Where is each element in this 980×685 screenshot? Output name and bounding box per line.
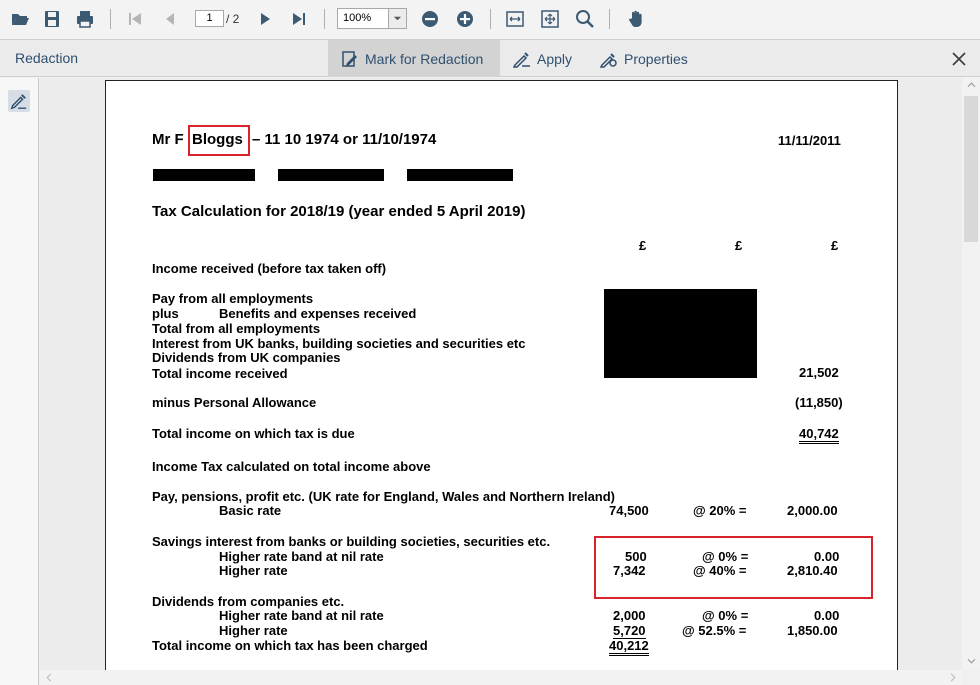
savings-nil-tax: 0.00 bbox=[814, 549, 840, 564]
vertical-scrollbar[interactable] bbox=[962, 78, 980, 670]
savings-higher-label: Higher rate bbox=[219, 563, 288, 578]
properties-label: Properties bbox=[624, 50, 688, 67]
div-higher-percent: @ 52.5% = bbox=[682, 623, 747, 638]
mark-for-redaction-label: Mark for Redaction bbox=[365, 50, 484, 67]
properties-icon bbox=[600, 50, 618, 68]
total-income-value: 21,502 bbox=[799, 365, 839, 380]
main-toolbar bbox=[0, 0, 980, 40]
apply-redaction-icon bbox=[513, 50, 531, 68]
div-nil-amount: 2,000 bbox=[613, 608, 646, 623]
div-nil-label: Higher rate band at nil rate bbox=[219, 608, 384, 623]
redaction-mark-box[interactable] bbox=[594, 536, 873, 599]
total-income-label: Total income received bbox=[152, 366, 288, 381]
redaction-toolbar bbox=[0, 40, 980, 77]
scroll-down-icon[interactable] bbox=[967, 656, 976, 667]
redaction-mark-box[interactable] bbox=[188, 125, 250, 156]
document-viewport[interactable] bbox=[40, 78, 962, 670]
chevron-down-icon[interactable] bbox=[388, 9, 406, 28]
div-higher-amount: 5,720 bbox=[613, 623, 646, 638]
minus-pa-label: minus Personal Allowance bbox=[152, 395, 317, 410]
div-nil-tax: 0.00 bbox=[814, 608, 840, 623]
redacted-block bbox=[278, 169, 384, 181]
zoom-in-icon[interactable] bbox=[453, 8, 477, 30]
apply-button[interactable] bbox=[513, 40, 572, 77]
savings-nil-percent: @ 0% = bbox=[702, 549, 749, 564]
div-higher-label: Higher rate bbox=[219, 623, 288, 638]
scroll-left-icon[interactable] bbox=[46, 673, 52, 685]
dividends-uk-label: Dividends from UK companies bbox=[152, 350, 341, 365]
horizontal-scrollbar[interactable] bbox=[40, 670, 962, 685]
last-page-icon[interactable] bbox=[287, 8, 311, 30]
benefits-label: Benefits and expenses received bbox=[219, 306, 417, 321]
basic-rate-amount: 74,500 bbox=[609, 503, 649, 518]
document-date: 11/11/2011 bbox=[778, 133, 841, 148]
interest-label: Interest from UK banks, building societies and securities etc bbox=[152, 336, 526, 351]
currency-header: £ bbox=[735, 238, 743, 253]
zoom-value: 100% bbox=[343, 12, 372, 24]
pay-employments-label: Pay from all employments bbox=[152, 291, 314, 306]
document-page bbox=[105, 80, 898, 670]
savings-label: Savings interest from banks or building societies, securities etc. bbox=[152, 534, 551, 549]
open-folder-icon[interactable] bbox=[8, 8, 32, 30]
basic-rate-tax: 2,000.00 bbox=[787, 503, 838, 518]
currency-header: £ bbox=[639, 238, 647, 253]
taxpayer-surname: Bloggs bbox=[192, 131, 243, 148]
basic-rate-label: Basic rate bbox=[219, 503, 282, 518]
close-icon[interactable] bbox=[949, 49, 969, 69]
pay-pensions-label: Pay, pensions, profit etc. (UK rate for England, Wales and Northern Ireland) bbox=[152, 489, 616, 504]
basic-rate-percent: @ 20% = bbox=[693, 503, 747, 518]
page-number-input[interactable]: 1 bbox=[195, 10, 224, 27]
scroll-right-icon[interactable] bbox=[950, 673, 956, 685]
previous-page-icon[interactable] bbox=[158, 8, 182, 30]
tax-calc-heading: Tax Calculation for 2018/19 (year ended 5 April 2019) bbox=[152, 203, 526, 220]
redacted-block bbox=[407, 169, 513, 181]
redaction-title: Redaction bbox=[15, 50, 79, 66]
toolbar-divider bbox=[609, 9, 610, 29]
savings-nil-label: Higher rate band at nil rate bbox=[219, 549, 384, 564]
mark-redaction-icon bbox=[341, 50, 359, 68]
toolbar-divider bbox=[110, 9, 111, 29]
toolbar-divider bbox=[490, 9, 491, 29]
redacted-block bbox=[153, 169, 255, 181]
total-charged-label: Total income on which tax has been charged bbox=[152, 638, 428, 653]
div-higher-tax: 1,850.00 bbox=[787, 623, 838, 638]
total-taxable-label: Total income on which tax is due bbox=[152, 426, 355, 441]
redact-pen-icon[interactable] bbox=[8, 90, 30, 112]
savings-higher-tax: 2,810.40 bbox=[787, 563, 838, 578]
plus-label: plus bbox=[152, 306, 179, 321]
apply-label: Apply bbox=[537, 50, 573, 67]
first-page-icon[interactable] bbox=[123, 8, 147, 30]
div-nil-percent: @ 0% = bbox=[702, 608, 749, 623]
save-icon[interactable] bbox=[40, 8, 64, 30]
scrollbar-thumb[interactable] bbox=[964, 96, 978, 242]
savings-higher-amount: 7,342 bbox=[613, 563, 646, 578]
left-tool-panel bbox=[0, 78, 39, 685]
dividends-companies-label: Dividends from companies etc. bbox=[152, 594, 345, 609]
currency-header: £ bbox=[831, 238, 839, 253]
savings-higher-percent: @ 40% = bbox=[693, 563, 747, 578]
total-taxable-value: 40,742 bbox=[799, 426, 839, 444]
fit-page-icon[interactable] bbox=[538, 8, 562, 30]
page-total-label: / 2 bbox=[226, 12, 240, 26]
zoom-out-icon[interactable] bbox=[418, 8, 442, 30]
redacted-block bbox=[604, 289, 757, 378]
next-page-icon[interactable] bbox=[253, 8, 277, 30]
total-employments-label: Total from all employments bbox=[152, 321, 321, 336]
minus-pa-value: (11,850) bbox=[795, 395, 843, 410]
search-icon[interactable] bbox=[573, 8, 597, 30]
toolbar-divider bbox=[324, 9, 325, 29]
fit-width-icon[interactable] bbox=[503, 8, 527, 30]
print-icon[interactable] bbox=[73, 8, 97, 30]
savings-nil-amount: 500 bbox=[625, 549, 647, 564]
zoom-select[interactable] bbox=[337, 8, 407, 29]
mark-for-redaction-button[interactable] bbox=[328, 40, 500, 77]
hand-icon[interactable] bbox=[625, 8, 649, 30]
income-received-label: Income received (before tax taken off) bbox=[152, 261, 387, 276]
taxpayer-dob: – 11 10 1974 or 11/10/1974 bbox=[252, 131, 437, 148]
properties-button[interactable] bbox=[600, 40, 688, 77]
total-charged-value: 40,212 bbox=[609, 638, 649, 656]
scroll-up-icon[interactable] bbox=[967, 80, 976, 91]
income-tax-calc-label: Income Tax calculated on total income above bbox=[152, 459, 431, 474]
taxpayer-name-prefix: Mr F bbox=[152, 131, 184, 148]
